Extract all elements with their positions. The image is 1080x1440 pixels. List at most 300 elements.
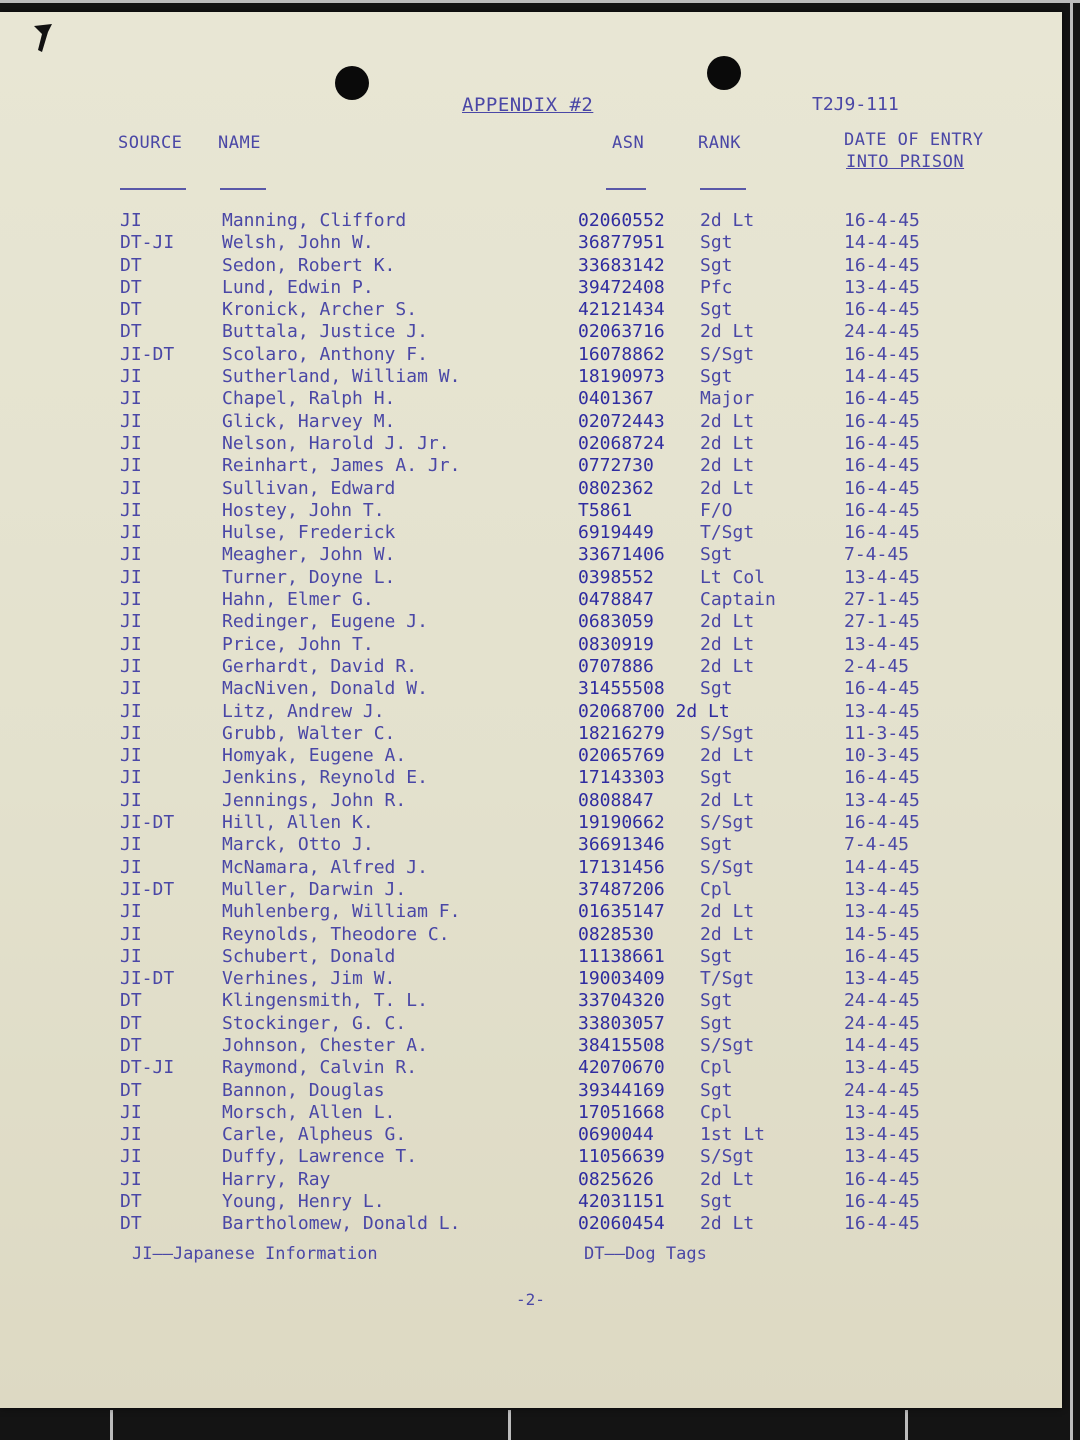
name-cell: Morsch, Allen L. (222, 1101, 396, 1123)
asn-cell: 19003409 (578, 968, 665, 990)
rank-cell: Sgt (700, 834, 733, 856)
table-row (0, 388, 1062, 410)
date-cell: 16-4-45 (844, 1168, 920, 1190)
date-cell: 24-4-45 (844, 990, 920, 1012)
table-row (0, 611, 1062, 633)
name-cell: Turner, Doyne L. (222, 566, 396, 588)
date-cell: 13-4-45 (844, 789, 920, 811)
source-cell: JI (120, 678, 142, 700)
name-cell: Scolaro, Anthony F. (222, 343, 428, 365)
name-cell: Stockinger, G. C. (222, 1012, 407, 1034)
asn-cell: 36691346 (578, 834, 665, 856)
date-cell: 16-4-45 (844, 477, 920, 499)
legend-dt: DT——Dog Tags (584, 1244, 707, 1264)
date-cell: 11-3-45 (844, 722, 920, 744)
table-row (0, 1102, 1062, 1124)
table-row (0, 500, 1062, 522)
rank-cell: Sgt (700, 990, 733, 1012)
table-row (0, 455, 1062, 477)
asn-cell: 37487206 (578, 878, 665, 900)
date-cell: 16-4-45 (844, 1191, 920, 1213)
asn-cell: 0830919 (578, 633, 654, 655)
source-cell: JI (120, 477, 142, 499)
table-row (0, 321, 1062, 343)
rank-cell: S/Sgt (700, 856, 755, 878)
name-cell: Redinger, Eugene J. (222, 611, 428, 633)
rank-cell: 1st Lt (700, 1124, 766, 1146)
table-row (0, 1124, 1062, 1146)
date-cell: 16-4-45 (844, 343, 920, 365)
rank-cell: Sgt (700, 299, 733, 321)
table-row (0, 968, 1062, 990)
column-header-date-line1: DATE OF ENTRY (844, 130, 984, 150)
name-cell: McNamara, Alfred J. (222, 856, 428, 878)
table-row (0, 790, 1062, 812)
source-cell: JI-DT (120, 812, 175, 834)
source-cell: JI (120, 700, 142, 722)
asn-cell: 02060552 (578, 210, 665, 231)
name-cell: Johnson, Chester A. (222, 1034, 428, 1056)
source-cell: JI (120, 767, 142, 789)
asn-cell: 0772730 (578, 455, 654, 477)
date-cell: 14-5-45 (844, 923, 920, 945)
date-cell: 16-4-45 (844, 455, 920, 477)
source-cell: JI (120, 522, 142, 544)
rank-cell: S/Sgt (700, 722, 755, 744)
date-cell: 13-4-45 (844, 633, 920, 655)
source-cell: DT (120, 299, 142, 321)
table-row (0, 678, 1062, 700)
rank-cell: S/Sgt (700, 812, 755, 834)
date-cell: 24-4-45 (844, 321, 920, 343)
name-cell: Sutherland, William W. (222, 366, 461, 388)
name-cell: Glick, Harvey M. (222, 410, 396, 432)
source-cell: JI (120, 410, 142, 432)
name-cell: Welsh, John W. (222, 232, 374, 254)
asn-cell: 02063716 (578, 321, 665, 343)
name-cell: Price, John T. (222, 633, 374, 655)
name-cell: Kronick, Archer S. (222, 299, 418, 321)
table-row (0, 990, 1062, 1012)
asn-cell: T5861 (578, 499, 633, 521)
date-cell: 7-4-45 (844, 834, 910, 856)
table-row (0, 656, 1062, 678)
rank-cell: Sgt (700, 254, 733, 276)
table-row (0, 366, 1062, 388)
name-cell: Reinhart, James A. Jr. (222, 455, 461, 477)
punch-hole (335, 66, 369, 100)
floor-tile-line (508, 1410, 511, 1440)
source-cell: JI (120, 566, 142, 588)
asn-cell: 0478847 (578, 589, 654, 611)
rank-cell: Cpl (700, 1057, 733, 1079)
table-row (0, 834, 1062, 856)
source-cell: JI (120, 1101, 142, 1123)
column-header-date-line2: INTO PRISON (846, 152, 965, 172)
table-row (0, 1057, 1062, 1079)
rank-cell: 2d Lt (700, 455, 755, 477)
asn-cell: 02065769 (578, 745, 665, 767)
source-cell: JI (120, 789, 142, 811)
source-cell: JI (120, 633, 142, 655)
source-cell: JI-DT (120, 968, 175, 990)
name-cell: Homyak, Eugene A. (222, 745, 407, 767)
header-underline (606, 188, 646, 190)
source-cell: JI (120, 1146, 142, 1168)
source-cell: DT (120, 321, 142, 343)
table-row (0, 589, 1062, 611)
name-cell: Young, Henry L. (222, 1191, 385, 1213)
source-cell: DT (120, 1034, 142, 1056)
source-cell: JI (120, 388, 142, 410)
asn-cell: 16078862 (578, 343, 665, 365)
table-row (0, 634, 1062, 656)
source-cell: JI (120, 432, 142, 454)
source-cell: DT (120, 276, 142, 298)
asn-cell: 0683059 (578, 611, 654, 633)
table-row (0, 1169, 1062, 1191)
table-row (0, 745, 1062, 767)
table-row (0, 1146, 1062, 1168)
asn-cell: 02068724 (578, 432, 665, 454)
source-cell: JI (120, 1168, 142, 1190)
rank-cell: 2d Lt (700, 210, 755, 231)
name-cell: Bartholomew, Donald L. (222, 1213, 461, 1235)
source-cell: DT (120, 254, 142, 276)
asn-cell: 02072443 (578, 410, 665, 432)
asn-cell: 0802362 (578, 477, 654, 499)
asn-cell: 11056639 (578, 1146, 665, 1168)
name-cell: Muller, Darwin J. (222, 878, 407, 900)
table-row (0, 857, 1062, 879)
rank-cell: 2d Lt (700, 789, 755, 811)
source-cell: JI (120, 366, 142, 388)
name-cell: Reynolds, Theodore C. (222, 923, 450, 945)
column-header-name: NAME (218, 133, 261, 153)
name-cell: Hulse, Frederick (222, 522, 396, 544)
source-cell: DT (120, 1191, 142, 1213)
table-row (0, 567, 1062, 589)
rank-cell: Cpl (700, 878, 733, 900)
asn-cell: 39472408 (578, 276, 665, 298)
asn-cell: 11138661 (578, 945, 665, 967)
asn-cell: 0808847 (578, 789, 654, 811)
name-cell: Sedon, Robert K. (222, 254, 396, 276)
asn-cell: 36877951 (578, 232, 665, 254)
source-cell: JI (120, 722, 142, 744)
rank-cell: S/Sgt (700, 1146, 755, 1168)
asn-cell: 18190973 (578, 366, 665, 388)
name-cell: Litz, Andrew J. (222, 700, 385, 722)
date-cell: 13-4-45 (844, 878, 920, 900)
asn-cell: 02060454 (578, 1213, 665, 1235)
rank-cell: Sgt (700, 767, 733, 789)
column-header-asn: ASN (612, 133, 645, 153)
punch-hole (707, 56, 741, 90)
asn-cell: 0401367 (578, 388, 654, 410)
source-cell: DT-JI (120, 1057, 175, 1079)
rank-cell: Sgt (700, 232, 733, 254)
source-cell: JI (120, 834, 142, 856)
header-underline (220, 188, 266, 190)
asn-cell: 0828530 (578, 923, 654, 945)
asn-cell: 38415508 (578, 1034, 665, 1056)
date-cell: 13-4-45 (844, 901, 920, 923)
floor-tile-line (905, 1410, 908, 1440)
asn-cell: 0707886 (578, 655, 654, 677)
rank-cell: 2d Lt (700, 611, 755, 633)
table-row (0, 255, 1062, 277)
source-cell: DT (120, 1213, 142, 1235)
date-cell: 13-4-45 (844, 968, 920, 990)
source-cell: JI (120, 856, 142, 878)
name-cell: Grubb, Walter C. (222, 722, 396, 744)
rank-cell: 2d Lt (700, 655, 755, 677)
asn-cell: 42121434 (578, 299, 665, 321)
table-row (0, 299, 1062, 321)
header-underline (120, 188, 186, 190)
date-cell: 10-3-45 (844, 745, 920, 767)
asn-cell: 31455508 (578, 678, 665, 700)
table-row (0, 701, 1062, 723)
table-row (0, 232, 1062, 254)
ink-mark (30, 22, 58, 56)
name-cell: Lund, Edwin P. (222, 276, 374, 298)
date-cell: 2-4-45 (844, 655, 910, 677)
source-cell: JI-DT (120, 343, 175, 365)
legend-ji: JI——Japanese Information (132, 1244, 378, 1264)
table-row (0, 277, 1062, 299)
source-cell: JI-DT (120, 878, 175, 900)
date-cell: 14-4-45 (844, 856, 920, 878)
floor-tile-line (1070, 0, 1073, 1440)
source-cell: JI (120, 655, 142, 677)
name-cell: Manning, Clifford (222, 210, 407, 231)
name-cell: Jenkins, Reynold E. (222, 767, 428, 789)
date-cell: 16-4-45 (844, 499, 920, 521)
date-cell: 27-1-45 (844, 611, 920, 633)
name-cell: Sullivan, Edward (222, 477, 396, 499)
date-cell: 16-4-45 (844, 678, 920, 700)
source-cell: JI (120, 544, 142, 566)
date-cell: 16-4-45 (844, 410, 920, 432)
table-row (0, 1035, 1062, 1057)
rank-cell: S/Sgt (700, 1034, 755, 1056)
table-row (0, 879, 1062, 901)
asn-cell: 33683142 (578, 254, 665, 276)
date-cell: 13-4-45 (844, 566, 920, 588)
source-cell: DT (120, 990, 142, 1012)
table-row (0, 1191, 1062, 1213)
name-cell: Klingensmith, T. L. (222, 990, 428, 1012)
rank-cell: S/Sgt (700, 343, 755, 365)
source-cell: JI (120, 210, 142, 231)
date-cell: 14-4-45 (844, 366, 920, 388)
rank-cell: 2d Lt (700, 1213, 755, 1235)
source-cell: JI (120, 901, 142, 923)
rank-cell: Sgt (700, 1012, 733, 1034)
rank-cell: Sgt (700, 945, 733, 967)
rank-cell: Lt Col (700, 566, 766, 588)
name-cell: Harry, Ray (222, 1168, 331, 1190)
rank-cell: 2d Lt (700, 901, 755, 923)
source-cell: JI (120, 945, 142, 967)
date-cell: 24-4-45 (844, 1079, 920, 1101)
background-edge (0, 0, 1080, 3)
date-cell: 24-4-45 (844, 1012, 920, 1034)
asn-cell: 33671406 (578, 544, 665, 566)
date-cell: 16-4-45 (844, 210, 920, 231)
table-row (0, 901, 1062, 923)
prisoner-list (0, 210, 1062, 1236)
name-cell: Buttala, Justice J. (222, 321, 428, 343)
rank-cell: 2d Lt (700, 745, 755, 767)
table-row (0, 210, 1062, 232)
asn-cell: 17131456 (578, 856, 665, 878)
name-cell: Bannon, Douglas (222, 1079, 385, 1101)
floor-tile-line (110, 1410, 113, 1440)
asn-cell: 17051668 (578, 1101, 665, 1123)
date-cell: 16-4-45 (844, 812, 920, 834)
asn-cell: 33803057 (578, 1012, 665, 1034)
name-cell: Gerhardt, David R. (222, 655, 418, 677)
rank-cell: 2d Lt (700, 923, 755, 945)
rank-cell: 2d Lt (700, 321, 755, 343)
name-cell: Chapel, Ralph H. (222, 388, 396, 410)
rank-cell: Cpl (700, 1101, 733, 1123)
name-cell: Hostey, John T. (222, 499, 385, 521)
name-cell: Muhlenberg, William F. (222, 901, 461, 923)
date-cell: 13-4-45 (844, 1101, 920, 1123)
date-cell: 7-4-45 (844, 544, 910, 566)
date-cell: 13-4-45 (844, 1124, 920, 1146)
name-cell: Hahn, Elmer G. (222, 589, 374, 611)
rank-cell: F/O (700, 499, 733, 521)
source-cell: DT (120, 1079, 142, 1101)
name-cell: Nelson, Harold J. Jr. (222, 432, 450, 454)
name-cell: Schubert, Donald (222, 945, 396, 967)
asn-cell: 0398552 (578, 566, 654, 588)
rank-cell: Sgt (700, 544, 733, 566)
source-cell: JI (120, 1124, 142, 1146)
name-cell: Jennings, John R. (222, 789, 407, 811)
name-cell: Hill, Allen K. (222, 812, 374, 834)
table-row (0, 522, 1062, 544)
column-header-source: SOURCE (118, 133, 183, 153)
name-cell: Marck, Otto J. (222, 834, 374, 856)
date-cell: 14-4-45 (844, 232, 920, 254)
rank-cell: 2d Lt (700, 633, 755, 655)
table-row (0, 1080, 1062, 1102)
header-underline (700, 188, 746, 190)
source-cell: DT (120, 1012, 142, 1034)
column-header-rank: RANK (698, 133, 741, 153)
table-row (0, 344, 1062, 366)
name-cell: Carle, Alpheus G. (222, 1124, 407, 1146)
name-cell: Raymond, Calvin R. (222, 1057, 418, 1079)
page-number: -2- (516, 1290, 545, 1309)
asn-cell: 0690044 (578, 1124, 654, 1146)
table-row (0, 478, 1062, 500)
date-cell: 13-4-45 (844, 1057, 920, 1079)
page-title: APPENDIX #2 (462, 94, 594, 116)
rank-cell: Sgt (700, 1079, 733, 1101)
date-cell: 16-4-45 (844, 1213, 920, 1235)
asn-cell: 19190662 (578, 812, 665, 834)
source-cell: JI (120, 611, 142, 633)
date-cell: 14-4-45 (844, 1034, 920, 1056)
date-cell: 16-4-45 (844, 945, 920, 967)
table-row (0, 1013, 1062, 1035)
table-row (0, 946, 1062, 968)
source-cell: JI (120, 499, 142, 521)
asn-cell: 6919449 (578, 522, 654, 544)
asn-cell: 18216279 (578, 722, 665, 744)
document-page (0, 12, 1062, 1408)
date-cell: 13-4-45 (844, 276, 920, 298)
asn-cell: 02068700 2d Lt (578, 700, 730, 722)
rank-cell: T/Sgt (700, 522, 755, 544)
asn-cell: 33704320 (578, 990, 665, 1012)
table-row (0, 411, 1062, 433)
asn-cell: 01635147 (578, 901, 665, 923)
date-cell: 16-4-45 (844, 432, 920, 454)
table-row (0, 1213, 1062, 1235)
asn-cell: 39344169 (578, 1079, 665, 1101)
document-number: T2J9-111 (812, 94, 899, 115)
name-cell: Verhines, Jim W. (222, 968, 396, 990)
date-cell: 16-4-45 (844, 299, 920, 321)
table-row (0, 767, 1062, 789)
date-cell: 16-4-45 (844, 522, 920, 544)
date-cell: 13-4-45 (844, 1146, 920, 1168)
date-cell: 16-4-45 (844, 388, 920, 410)
table-row (0, 924, 1062, 946)
date-cell: 16-4-45 (844, 254, 920, 276)
rank-cell: 2d Lt (700, 410, 755, 432)
rank-cell: 2d Lt (700, 432, 755, 454)
name-cell: Duffy, Lawrence T. (222, 1146, 418, 1168)
rank-cell: Sgt (700, 366, 733, 388)
asn-cell: 42070670 (578, 1057, 665, 1079)
source-cell: JI (120, 745, 142, 767)
rank-cell: T/Sgt (700, 968, 755, 990)
date-cell: 27-1-45 (844, 589, 920, 611)
asn-cell: 17143303 (578, 767, 665, 789)
table-row (0, 544, 1062, 566)
source-cell: JI (120, 923, 142, 945)
rank-cell: 2d Lt (700, 1168, 755, 1190)
asn-cell: 0825626 (578, 1168, 654, 1190)
source-cell: JI (120, 455, 142, 477)
rank-cell: 2d Lt (700, 477, 755, 499)
table-row (0, 812, 1062, 834)
date-cell: 13-4-45 (844, 700, 920, 722)
table-row (0, 433, 1062, 455)
rank-cell: Sgt (700, 678, 733, 700)
source-cell: DT-JI (120, 232, 175, 254)
name-cell: MacNiven, Donald W. (222, 678, 428, 700)
name-cell: Meagher, John W. (222, 544, 396, 566)
asn-cell: 42031151 (578, 1191, 665, 1213)
date-cell: 16-4-45 (844, 767, 920, 789)
rank-cell: Major (700, 388, 755, 410)
rank-cell: Sgt (700, 1191, 733, 1213)
rank-cell: Captain (700, 589, 776, 611)
rank-cell: Pfc (700, 276, 733, 298)
source-cell: JI (120, 589, 142, 611)
table-row (0, 723, 1062, 745)
